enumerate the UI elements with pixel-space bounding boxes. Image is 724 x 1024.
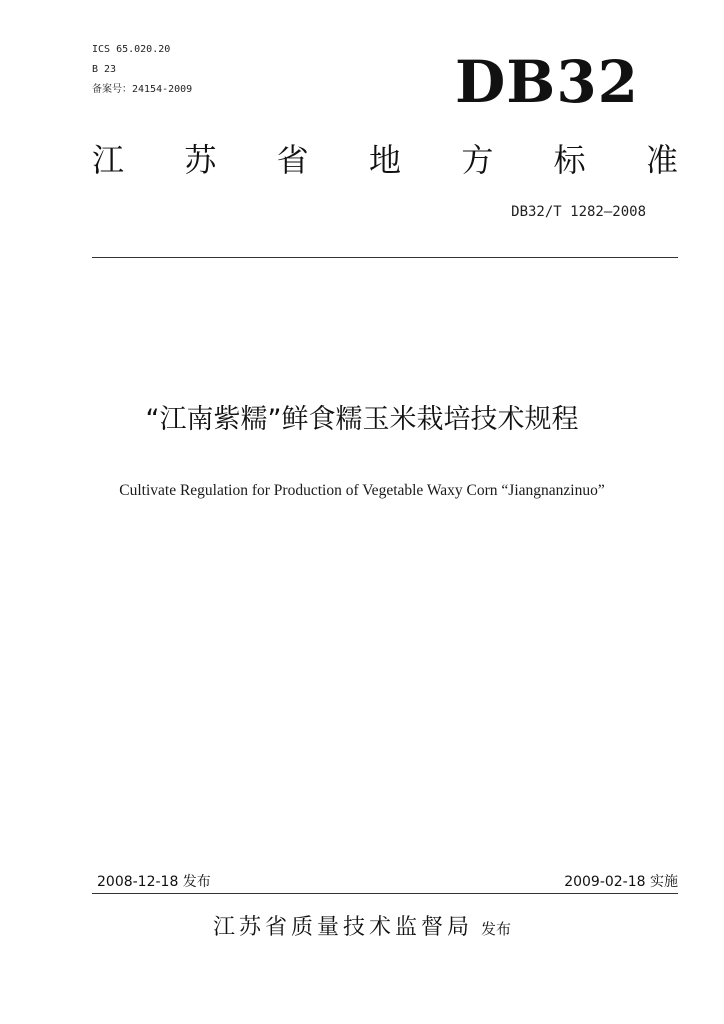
implementation-date: 2009-02-18 实施 xyxy=(564,874,678,890)
ics-code: ICS 65.020.20 xyxy=(92,44,171,55)
provincial-standard-title xyxy=(92,140,678,180)
document-title-english: Cultivate Regulation for Production of Vegetable Waxy Corn “Jiangnanzinuo” xyxy=(119,482,605,499)
provincial-title-char: 省 xyxy=(276,141,309,179)
standard-number: DB32/T 1282—2008 xyxy=(511,204,646,220)
filing-number: 备案号：24154-2009 xyxy=(92,84,193,95)
publisher-name: 江苏省质量技术监督局 xyxy=(212,915,473,940)
provincial-title-char: 标 xyxy=(553,141,586,179)
issue-date: 2008-12-18 发布 xyxy=(97,874,211,890)
document-title-chinese: “江南紫糯”鲜食糯玉米栽培技术规程 xyxy=(145,404,579,435)
db-standard-mark: DB32 xyxy=(455,48,640,116)
header-divider xyxy=(92,257,678,258)
footer-divider xyxy=(92,893,678,894)
provincial-title-char: 江 xyxy=(92,141,125,179)
classification-code: B 23 xyxy=(92,64,117,75)
publisher-suffix: 发布 xyxy=(481,920,512,938)
provincial-title-char: 地 xyxy=(368,141,401,179)
provincial-title-char: 苏 xyxy=(184,141,217,179)
provincial-title-char: 准 xyxy=(645,141,678,179)
provincial-title-char: 方 xyxy=(461,141,494,179)
publisher-line xyxy=(0,913,724,944)
